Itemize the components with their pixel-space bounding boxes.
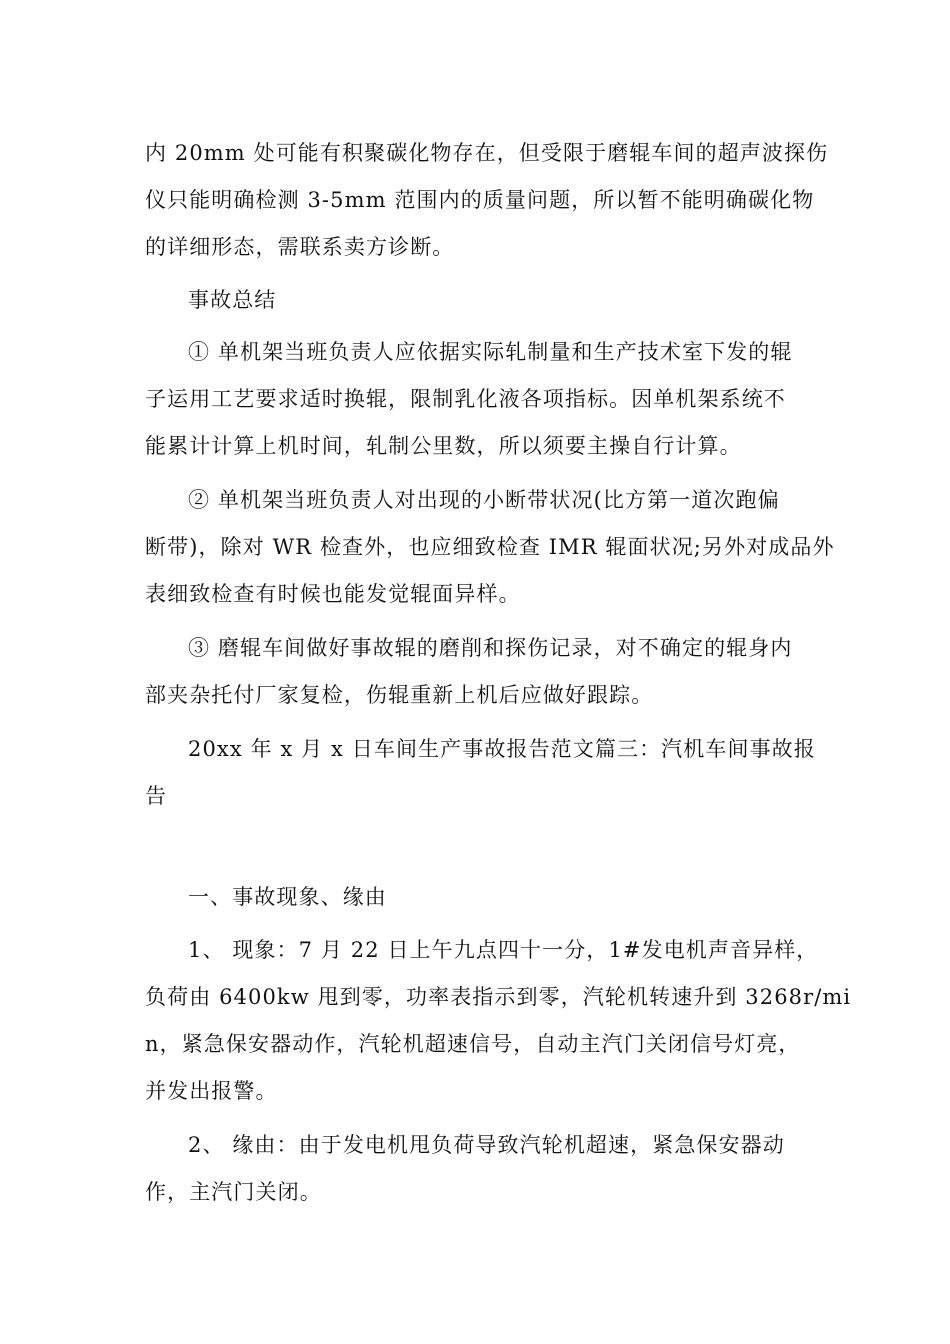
paragraph-line: 断带)，除对 WR 检查外，也应细致检查 IMR 辊面状况;另外对成品外 <box>145 535 835 559</box>
paragraph-line: ③ 磨辊车间做好事故辊的磨削和探伤记录，对不确定的辊身内 <box>188 636 793 660</box>
paragraph-line: 部夹杂托付厂家复检，伤辊重新上机后应做好跟踪。 <box>145 683 654 707</box>
section-heading: 一、事故现象、缘由 <box>188 885 387 909</box>
paragraph-line: 子运用工艺要求适时换辊，限制乳化液各项指标。因单机架系统不 <box>145 387 786 411</box>
paragraph-line: ② 单机架当班负责人对出现的小断带状况(比方第一道次跑偏 <box>188 488 780 512</box>
paragraph-line: ① 单机架当班负责人应依据实际轧制量和生产技术室下发的辊 <box>188 340 793 364</box>
paragraph-line: 并发出报警。 <box>145 1079 278 1103</box>
paragraph-line: 20xx 年 x 月 x 日车间生产事故报告范文篇三：汽机车间事故报 <box>188 737 816 761</box>
paragraph-line: 内 20mm 处可能有积聚碳化物存在，但受限于磨辊车间的超声波探伤 <box>145 141 829 165</box>
paragraph-line: 的详细形态，需联系卖方诊断。 <box>145 235 455 259</box>
paragraph-line: 表细致检查有时候也能发觉辊面异样。 <box>145 582 521 606</box>
paragraph-line: 作，主汽门关闭。 <box>145 1180 322 1204</box>
paragraph-line: 1、 现象：7 月 22 日上午九点四十一分，1#发电机声音异样， <box>188 938 819 962</box>
paragraph-line: 2、 缘由：由于发电机甩负荷导致汽轮机超速，紧急保安器动 <box>188 1133 785 1157</box>
paragraph-line: 仪只能明确检测 3-5mm 范围内的质量问题，所以暂不能明确碳化物 <box>145 188 815 212</box>
paragraph-line: n，紧急保安器动作，汽轮机超速信号，自动主汽门关闭信号灯亮， <box>145 1032 801 1056</box>
paragraph-line: 能累计计算上机时间，轧制公里数，所以须要主操自行计算。 <box>145 434 742 458</box>
section-heading: 事故总结 <box>188 288 277 312</box>
paragraph-line: 告 <box>145 784 168 808</box>
paragraph-line: 负荷由 6400kw 甩到零，功率表指示到零，汽轮机转速升到 3268r/mi <box>145 985 852 1009</box>
